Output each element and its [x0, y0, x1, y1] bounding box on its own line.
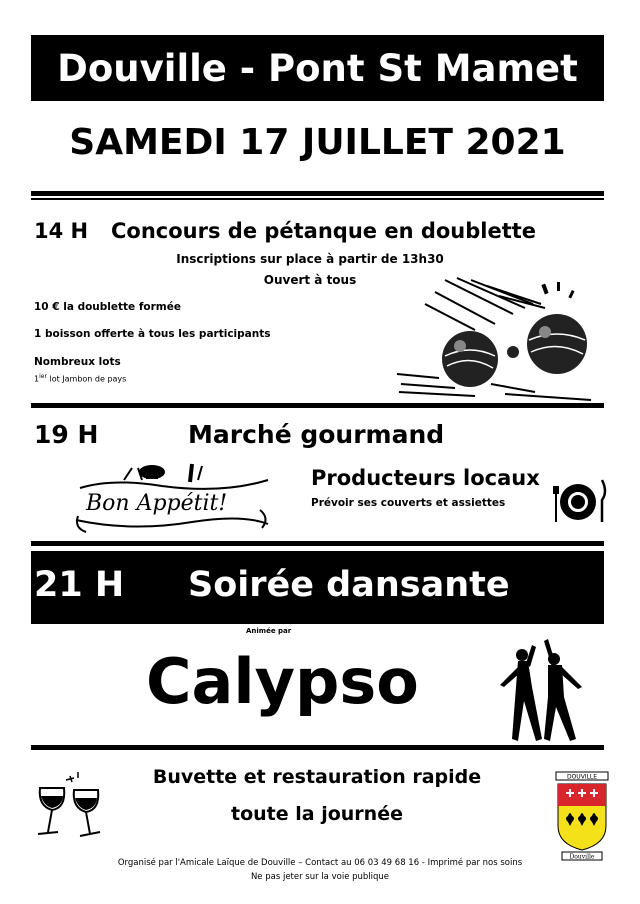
first-prize-text: lot Jambon de pays [49, 374, 127, 384]
divider [31, 191, 604, 196]
marche-producers: Producteurs locaux [311, 466, 540, 490]
first-prize-num: 1 [34, 374, 40, 384]
first-prize-sup: ier [39, 373, 47, 380]
divider [31, 198, 604, 200]
buvette-line-1: Buvette et restauration rapide [152, 766, 482, 788]
petanque-price: 10 € la doublette formée [34, 301, 181, 313]
divider [31, 403, 604, 408]
bon-appetit-label: Bon Appétit! [86, 491, 228, 516]
douville-crest-icon [550, 770, 614, 862]
marche-time: 19 H [34, 420, 99, 449]
petanque-first-prize [34, 373, 126, 384]
buvette-line-2: toute la journée [231, 803, 403, 825]
soiree-title: Soirée dansante [188, 565, 510, 605]
divider [31, 745, 604, 750]
crest-bottom-label: Douville [569, 853, 595, 861]
event-date: SAMEDI 17 JUILLET 2021 [69, 122, 566, 163]
footer-line-2: Ne pas jeter sur la voie publique [250, 872, 390, 882]
footer-line-1: Organisé par l'Amicale Laïque de Douville – Contact au 06 03 49 68 16 - Imprimé par nos soins [117, 858, 523, 868]
marche-note: Prévoir ses couverts et assiettes [311, 497, 506, 509]
petanque-title: Concours de pétanque en doublette [111, 219, 537, 243]
dancers-icon [492, 627, 592, 747]
petanque-time: 14 H [34, 219, 89, 243]
petanque-balls-icon [395, 274, 615, 404]
bon-appetit-icon [72, 458, 272, 538]
soiree-time: 21 H [34, 565, 125, 605]
page-title: Douville - Pont St Mamet [31, 35, 604, 101]
band-name: Calypso [146, 645, 419, 718]
soiree-animated-by: Animée par [246, 627, 292, 635]
petanque-inscriptions: Inscriptions sur place à partir de 13h30 [176, 252, 444, 266]
wine-glasses-icon [34, 770, 108, 842]
marche-title: Marché gourmand [188, 420, 445, 449]
petanque-prizes: Nombreux lots [34, 356, 121, 368]
crest-top-label: DOUVILLE [566, 773, 598, 781]
petanque-open: Ouvert à tous [263, 273, 357, 287]
divider [31, 541, 604, 546]
plate-cutlery-icon [552, 474, 612, 526]
petanque-drink: 1 boisson offerte à tous les participants [34, 328, 271, 340]
